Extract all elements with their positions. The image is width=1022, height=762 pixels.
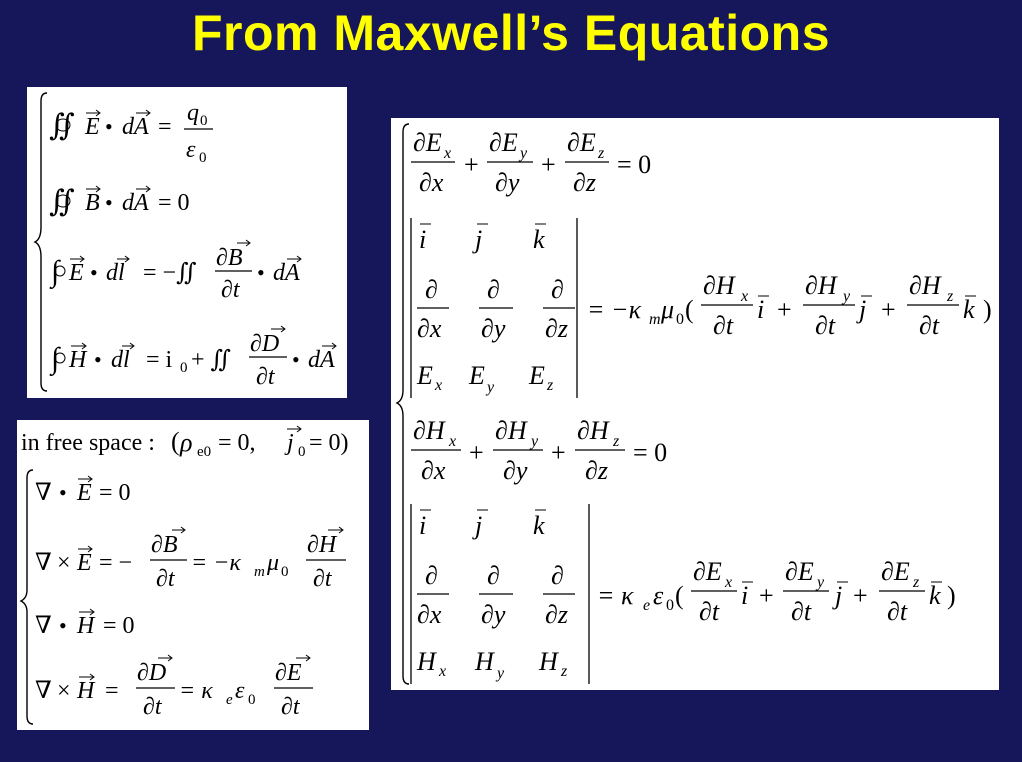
nabla-operator: ∇ — [35, 480, 52, 506]
dot-operator: • — [292, 347, 300, 372]
close-paren: ) — [983, 295, 992, 324]
integral-form-equations — [27, 87, 347, 398]
component-Ey: E — [469, 361, 485, 390]
differential-form-panel — [391, 118, 999, 690]
partial-operator: ∂ — [551, 561, 564, 590]
dA-term: dA — [122, 190, 149, 216]
fraction-denominator: ∂t — [791, 597, 812, 626]
gauss-electric-equation — [49, 100, 213, 166]
unit-vector-k: k — [929, 581, 941, 610]
differential-form-equations — [391, 118, 999, 690]
dot-operator: • — [90, 260, 98, 285]
ampere-equation — [49, 326, 336, 390]
plus-sign: + — [541, 150, 556, 179]
fraction-denominator: ∂t — [281, 694, 300, 720]
mu-subscript: 0 — [281, 564, 289, 580]
kappa-subscript: e — [643, 597, 651, 614]
dA-term: dA — [308, 347, 335, 373]
subscript: x — [725, 574, 733, 591]
free-space-label: in free space : — [21, 430, 155, 456]
subscript: x — [449, 433, 457, 450]
subscript: z — [547, 377, 554, 394]
cross-operator: × — [57, 550, 71, 576]
vector-B: B — [85, 190, 100, 216]
subscript: x — [435, 377, 443, 394]
current-density-j: j — [287, 430, 294, 456]
left-brace — [397, 124, 409, 684]
dot-operator: • — [59, 613, 67, 638]
fraction-denominator: ∂t — [221, 277, 240, 303]
dot-operator: • — [257, 260, 265, 285]
line-integral-symbol: ∫ — [51, 342, 60, 375]
unit-vector-j: j — [835, 581, 843, 610]
rhs-middle: + ∬ — [191, 347, 231, 373]
curl-H-equation — [411, 504, 956, 684]
fraction-denominator: ∂t — [313, 566, 332, 592]
component-Hy: H — [475, 647, 494, 676]
unit-vector-i: i — [419, 511, 427, 540]
dot-operator: • — [94, 347, 102, 372]
faraday-equation — [49, 240, 301, 303]
unit-vector-i: i — [757, 295, 765, 324]
charge-q-subscript: 0 — [200, 113, 208, 129]
current-density-subscript: 0 — [298, 444, 306, 460]
subscript: y — [843, 288, 851, 305]
close-paren: ) — [947, 581, 956, 610]
kappa-m: = −κ — [191, 550, 241, 576]
unit-vector-k: k — [963, 295, 975, 324]
unit-vector-k: k — [533, 511, 545, 540]
fraction-denominator: ∂x — [421, 456, 446, 485]
plus-sign: + — [777, 295, 792, 324]
div-E-equation — [411, 128, 651, 197]
partial-y: ∂y — [481, 314, 506, 343]
partial-operator: ∂ — [425, 275, 438, 304]
equals-sign: = — [105, 678, 119, 704]
rhs-prefix: = κ — [597, 581, 634, 610]
kappa-subscript: e — [226, 692, 233, 708]
subscript: x — [741, 288, 749, 305]
fraction-numerator: ∂H — [307, 532, 337, 558]
fraction-numerator: ∂H — [703, 271, 735, 300]
equals-zero: = 0 — [99, 480, 131, 506]
epsilon: ε — [186, 137, 196, 163]
div-E-free-equation — [35, 476, 131, 506]
partial-operator: ∂ — [425, 561, 438, 590]
subscript: x — [444, 145, 452, 162]
fraction-denominator: ∂t — [919, 311, 940, 340]
subscript: y — [817, 574, 825, 591]
curl-H-free-equation — [35, 655, 313, 720]
partial-x: ∂x — [417, 314, 442, 343]
unit-vector-i: i — [741, 581, 749, 610]
rhs-prefix: = −κ — [587, 295, 642, 324]
subscript: y — [487, 379, 495, 396]
nabla-operator: ∇ — [35, 678, 52, 704]
mu: μ — [267, 550, 280, 576]
fraction-numerator: ∂D — [137, 660, 167, 686]
component-Hz: H — [539, 647, 558, 676]
free-space-panel — [17, 420, 369, 730]
epsilon-subscript: 0 — [248, 692, 256, 708]
free-space-header — [21, 426, 349, 460]
fraction-numerator: ∂H — [577, 416, 609, 445]
plus-sign: + — [853, 581, 868, 610]
curl-E-equation — [411, 218, 992, 398]
dot-operator: • — [59, 480, 67, 505]
equals-zero: = 0 — [633, 438, 668, 467]
subscript: z — [561, 663, 568, 680]
mu-subscript: 0 — [676, 311, 684, 328]
open-paren: ( — [171, 427, 180, 456]
plus-sign: + — [469, 438, 484, 467]
surface-integral-symbol: ∬ — [49, 185, 75, 218]
fraction-denominator: ∂t — [156, 566, 175, 592]
free-space-equations — [17, 420, 369, 730]
epsilon-subscript: 0 — [199, 150, 207, 166]
fraction-denominator: ∂t — [143, 694, 162, 720]
dl-term: dl — [111, 347, 130, 373]
fraction-numerator: ∂H — [805, 271, 837, 300]
dA-term: dA — [273, 260, 300, 286]
current-density-value: = 0) — [309, 430, 349, 456]
fraction-denominator: ∂x — [419, 168, 444, 197]
subscript: z — [913, 574, 920, 591]
epsilon-subscript: 0 — [666, 597, 674, 614]
unit-vector-j: j — [859, 295, 867, 324]
fraction-numerator: ∂D — [250, 331, 280, 357]
fraction-denominator: ∂z — [573, 168, 596, 197]
fraction-numerator: ∂E — [489, 128, 518, 157]
fraction-denominator: ∂t — [887, 597, 908, 626]
subscript: y — [497, 665, 505, 682]
div-H-equation — [411, 416, 667, 485]
unit-vector-k: k — [533, 225, 545, 254]
subscript: y — [520, 145, 528, 162]
fraction-numerator: ∂H — [495, 416, 527, 445]
rho-subscript: e0 — [197, 444, 212, 460]
integral-form-panel — [27, 87, 347, 398]
unit-vector-j: j — [475, 225, 483, 254]
kappa-e: = κ — [179, 678, 213, 704]
partial-operator: ∂ — [551, 275, 564, 304]
slide-title: From Maxwell’s Equations — [191, 5, 831, 61]
epsilon: ε — [235, 678, 245, 704]
subscript: y — [531, 433, 539, 450]
fraction-denominator: ∂t — [815, 311, 836, 340]
fraction-denominator: ∂y — [495, 168, 520, 197]
left-brace — [21, 470, 33, 724]
epsilon: ε — [653, 581, 664, 610]
component-Ex: E — [417, 361, 433, 390]
rhs-prefix: = −∬ — [143, 260, 197, 286]
fraction-numerator: ∂E — [693, 557, 722, 586]
nabla-operator: ∇ — [35, 613, 52, 639]
fraction-numerator: ∂E — [567, 128, 596, 157]
nabla-operator: ∇ — [35, 550, 52, 576]
subscript: z — [613, 433, 620, 450]
partial-z: ∂z — [545, 600, 568, 629]
vector-H: H — [69, 347, 87, 373]
open-paren: ( — [685, 295, 694, 324]
gauss-magnetic-equation — [49, 185, 190, 218]
fraction-numerator: ∂E — [881, 557, 910, 586]
equals-zero: = 0 — [103, 613, 135, 639]
plus-sign: + — [464, 150, 479, 179]
equals-minus: = − — [99, 550, 133, 576]
left-brace — [35, 93, 47, 391]
fraction-denominator: ∂y — [503, 456, 528, 485]
charge-q: q — [187, 100, 199, 126]
partial-operator: ∂ — [487, 561, 500, 590]
subscript: z — [947, 288, 954, 305]
plus-sign: + — [881, 295, 896, 324]
div-H-free-equation — [35, 609, 135, 639]
fraction-numerator: ∂H — [413, 416, 445, 445]
partial-z: ∂z — [545, 314, 568, 343]
current-subscript: 0 — [180, 360, 188, 376]
rhs-prefix: = i — [146, 347, 173, 373]
dot-operator: • — [105, 114, 113, 139]
unit-vector-j: j — [475, 511, 483, 540]
vector-H: H — [77, 678, 95, 704]
partial-x: ∂x — [417, 600, 442, 629]
rho-symbol: ρ — [180, 428, 193, 457]
plus-sign: + — [551, 438, 566, 467]
cross-operator: × — [57, 678, 71, 704]
dot-operator: • — [105, 190, 113, 215]
component-Hx: H — [417, 647, 436, 676]
plus-sign: + — [759, 581, 774, 610]
kappa-subscript: m — [254, 564, 265, 580]
fraction-denominator: ∂t — [256, 364, 275, 390]
line-integral-symbol: ∫ — [51, 255, 60, 288]
unit-vector-i: i — [419, 225, 427, 254]
fraction-numerator: ∂E — [275, 660, 302, 686]
vector-E: E — [77, 550, 92, 576]
vector-E: E — [69, 260, 84, 286]
dA-term: dA — [122, 114, 149, 140]
open-paren: ( — [675, 581, 684, 610]
fraction-denominator: ∂z — [585, 456, 608, 485]
partial-y: ∂y — [481, 600, 506, 629]
subscript: x — [439, 663, 447, 680]
fraction-numerator: ∂H — [909, 271, 941, 300]
vector-H: H — [77, 613, 95, 639]
subscript: z — [598, 145, 605, 162]
fraction-numerator: ∂B — [151, 532, 178, 558]
vector-E: E — [77, 480, 92, 506]
vector-E: E — [85, 114, 100, 140]
fraction-numerator: ∂E — [785, 557, 814, 586]
dl-term: dl — [106, 260, 125, 286]
fraction-numerator: ∂E — [413, 128, 442, 157]
equals-zero: = 0 — [617, 150, 652, 179]
fraction-denominator: ∂t — [713, 311, 734, 340]
mu: μ — [661, 295, 675, 324]
kappa-subscript: m — [649, 311, 661, 328]
partial-operator: ∂ — [487, 275, 500, 304]
fraction-denominator: ∂t — [699, 597, 720, 626]
curl-E-free-equation — [35, 527, 346, 592]
fraction-numerator: ∂B — [216, 245, 243, 271]
equals-zero: = 0 — [158, 190, 190, 216]
rho-value: = 0, — [218, 430, 256, 456]
component-Ez: E — [529, 361, 545, 390]
surface-integral-symbol: ∬ — [49, 109, 75, 142]
equals-sign: = — [158, 114, 172, 140]
